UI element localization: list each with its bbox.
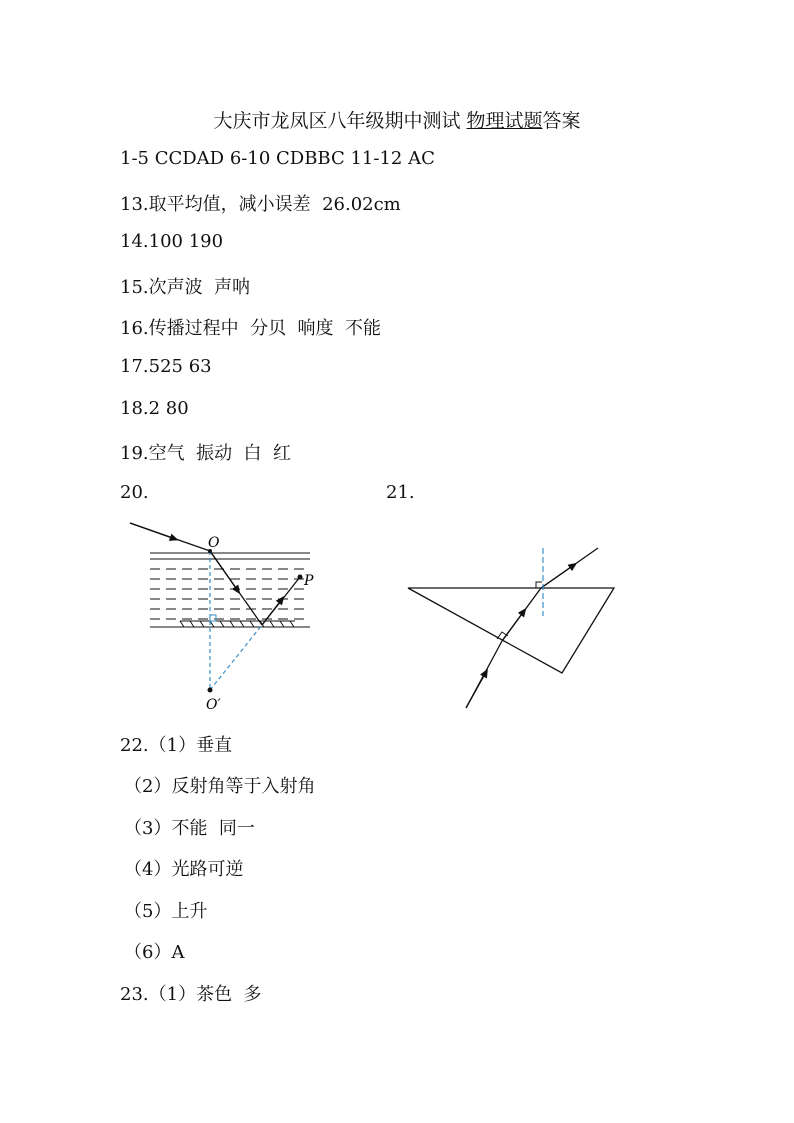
answer-line-14: 14.100 190 [120,231,224,252]
image-dashed-line [210,625,262,690]
answer-22-4: （4）光路可逆 [124,859,244,880]
label-p: P [304,573,314,589]
answer-22-1: 22.（1）垂直 [120,735,233,756]
water-region [150,553,310,627]
title-underlined-text: 物理试题 [466,110,543,132]
answer-line-17: 17.525 63 [120,356,212,377]
answer-22-3: （3）不能 同一 [124,818,255,839]
point-p [298,575,303,580]
figure-20-diagram [120,515,330,715]
question-20-label: 20. [120,482,149,503]
title-suffix-text: 答案 [542,110,581,132]
answer-22-6: （6）A [124,942,185,963]
answer-22-5: （5）上升 [124,901,208,922]
answer-line-18: 18.2 80 [120,398,189,419]
glass-prism [408,588,614,673]
answer-line-15: 15.次声波 声呐 [120,277,251,298]
mirror-hatching [180,621,295,627]
answer-line-1: 1-5 CCDAD 6-10 CDBBC 11-12 AC [120,148,435,169]
question-21-label: 21. [386,482,415,503]
answer-line-13: 13.取平均值，减小误差 26.02cm [120,194,401,215]
answer-line-16: 16.传播过程中 分贝 响度 不能 [120,318,381,339]
answer-line-19: 19.空气 振动 白 红 [120,443,291,464]
label-o-prime: O′ [206,697,221,713]
answer-22-2: （2）反射角等于入射角 [124,776,316,797]
label-o: O [208,535,220,551]
page-title [0,106,794,133]
figure-21-diagram [400,540,620,715]
answer-23-1: 23.（1）茶色 多 [120,984,262,1005]
title-text: 大庆市龙凤区八年级期中测试 [213,110,467,132]
point-o-prime [208,688,213,693]
